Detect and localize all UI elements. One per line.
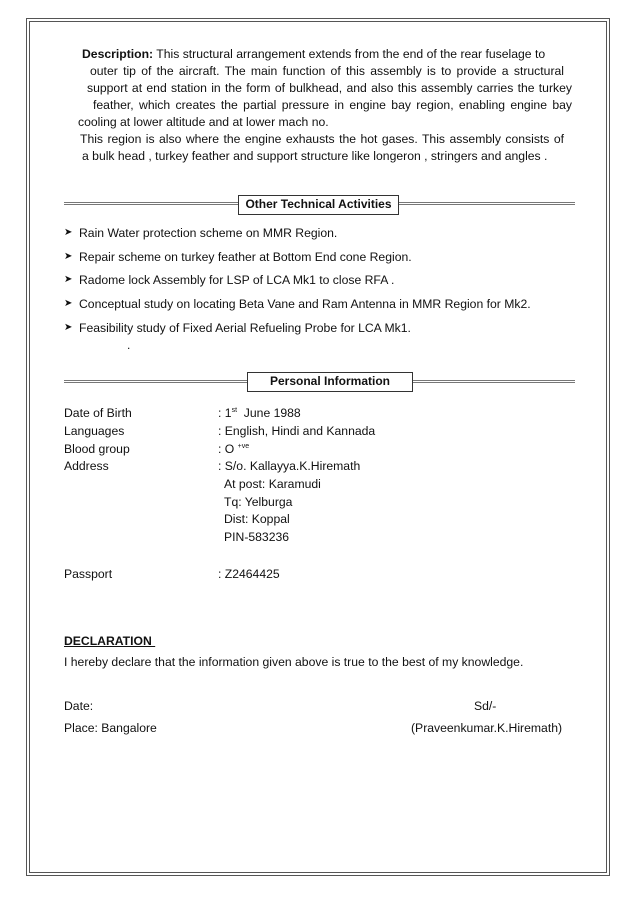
description-line: feather, which creates the partial pressure in engine bay region, enabling engine bay (93, 98, 572, 112)
address-line: Dist: Koppal (224, 512, 290, 526)
address-label: Address (64, 459, 109, 473)
list-item: ➤ Rain Water protection scheme on MMR Region. (64, 226, 338, 240)
description-line: support at end station in the form of bulkhead, and also this assembly carries the turkey (87, 81, 572, 95)
trailing-dot: . (127, 338, 131, 352)
description-line: This region is also where the engine exhausts the hot gases. This assembly consists of (80, 132, 564, 146)
arrow-bullet-icon: ➤ (64, 298, 73, 310)
declaration-title: DECLARATION (64, 634, 156, 648)
arrow-bullet-icon: ➤ (64, 250, 73, 262)
list-item: ➤ Radome lock Assembly for LSP of LCA Mk1 to close RFA . (64, 273, 395, 288)
description-line: This structural arrangement extends from the end of the rear fuselage to (156, 47, 546, 61)
address-line: PIN-583236 (224, 530, 290, 544)
date-label: Date: (64, 699, 94, 713)
address-line: Tq: Yelburga (224, 495, 293, 509)
signature-mark: Sd/- (474, 699, 497, 713)
activities-list (64, 225, 531, 343)
description-block (80, 46, 572, 165)
declaration-text: I hereby declare that the information given above is true to the best of my knowledge. (64, 655, 524, 669)
other-activities-heading: Other Technical Activities (238, 195, 399, 215)
personal-info-heading: Personal Information (247, 372, 413, 392)
description-line: outer tip of the aircraft. The main function of this assembly is to provide a structural (90, 64, 564, 78)
description-line: a bulk head , turkey feather and support structure like longeron , stringers and angles . (82, 149, 548, 163)
list-item: ➤ Conceptual study on locating Beta Vane and Ram Antenna in MMR Region for Mk2. (64, 297, 531, 312)
arrow-bullet-icon: ➤ (64, 227, 73, 238)
arrow-bullet-icon: ➤ (64, 321, 73, 333)
description-line: cooling at lower altitude and at lower mach no. (78, 115, 329, 129)
description-label: Description: (82, 47, 154, 61)
passport-value: : Z2464425 (218, 567, 280, 581)
languages-label: Languages (64, 424, 125, 438)
dob-value: : 1st June 1988 (218, 406, 301, 420)
address-line: At post: Karamudi (224, 477, 321, 491)
dob-label: Date of Birth (64, 406, 132, 420)
address-line: : S/o. Kallayya.K.Hiremath (218, 459, 361, 473)
arrow-bullet-icon: ➤ (64, 274, 73, 286)
list-item: ➤ Repair scheme on turkey feather at Bottom End cone Region. (64, 249, 412, 264)
place-label: Place: Bangalore (64, 721, 157, 735)
blood-value: : O $^{+ve}$ (218, 442, 250, 456)
signatory-name: (Praveenkumar.K.Hiremath) (411, 721, 563, 735)
passport-label: Passport (64, 567, 113, 581)
languages-value: : English, Hindi and Kannada (218, 424, 376, 438)
list-item: ➤ Feasibility study of Fixed Aerial Refueling Probe for LCA Mk1. (64, 320, 411, 335)
blood-label: Blood group (64, 442, 130, 456)
